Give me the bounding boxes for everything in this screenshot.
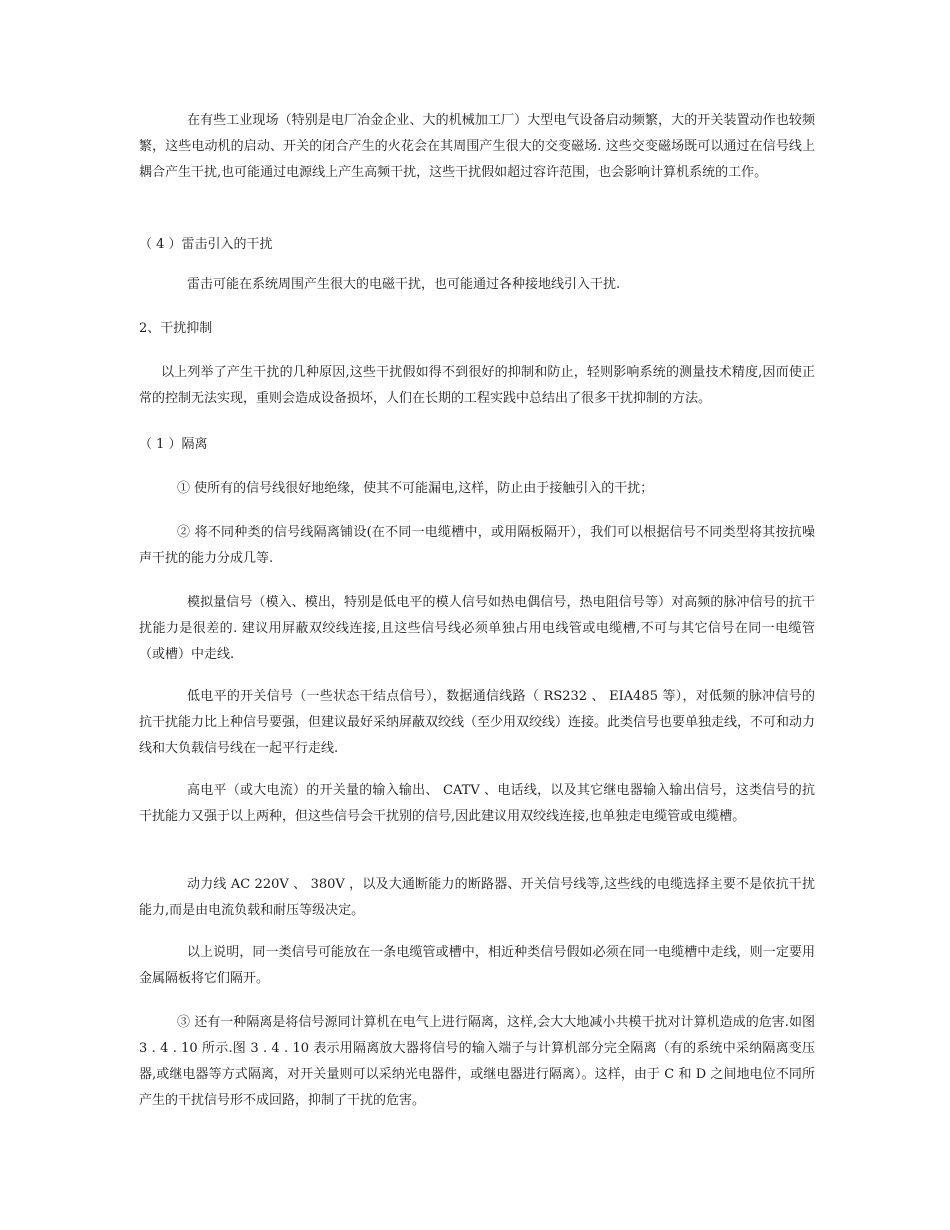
- paragraph-high-level-signals: 高电平（或大电流）的开关量的输入输出、 CATV 、电话线，以及其它继电器输入输出信号，这类信号的抗干扰能力又强于以上两种，但这些信号会干扰别的信号,因此建议用双绞线连接,也单独走电缆管或电缆槽。: [139, 783, 815, 824]
- paragraph-low-level-signals: 低电平的开关信号（一些状态干结点信号），数据通信线路（ RS232 、 EIA485 等），对低频的脉冲信号的抗干扰能力比上种信号要强，但建议最好采纳屏蔽双绞线（至少用双绞线）连接。此类信号也要单独走线，不可和动力线和大负载信号线在一起平行走线.: [139, 689, 816, 756]
- paragraph-analog-signals: 模拟量信号（模入、模出，特别是低电平的模人信号如热电偶信号，热电阻信号等）对高频的脉冲信号的抗干扰能力是很差的. 建议用屏蔽双绞线连接,且这些信号线必须单独占用电线管或电缆槽,不可与其它信号在同一电缆管（或槽）中走线.: [139, 595, 815, 662]
- paragraph-isolation-2: ② 将不同种类的信号线隔离铺设(在不同一电缆槽中，或用隔板隔开），我们可以根据信号不同类型将其按抗噪声干扰的能力分成几等.: [139, 525, 815, 566]
- paragraph-isolation-1: ① 使所有的信号线很好地绝缘，使其不可能漏电,这样，防止由于接触引入的干扰；: [177, 481, 654, 496]
- paragraph-industrial-interference: 在有些工业现场（特别是电厂冶金企业、大的机械加工厂）大型电气设备启动频繁，大的开关装置动作也较频繁，这些电动机的启动、开关的闭合产生的火花会在其周围产生很大的交变磁场. 这些交变磁场既可以通过在信号线上耦合产生干扰,也可能通过电源线上产生高频干扰，这些干扰假如超过容许范围，也会影响计算机系统的工作。: [139, 113, 815, 180]
- heading-isolation: （ 1 ）隔离: [139, 437, 208, 452]
- paragraph-same-type-signals: 以上说明，同一类信号可能放在一条电缆管或槽中，相近种类信号假如必须在同一电缆槽中走线，则一定要用金属隔板将它们隔开。: [139, 945, 815, 986]
- paragraph-isolation-3: ③ 还有一种隔离是将信号源同计算机在电气上进行隔离，这样,会大大地减小共模干扰对计算机造成的危害.如图 3 . 4 . 10 所示.图 3 . 4 . 10 表示用隔离放大器将信号的输入端子与计算机部分完全隔离（有的系统中采纳隔离变压器,或继电器等方式隔离，对开关量则可以采纳光电器件，或继电器进行隔离）。这样，由于 C 和 D 之间地电位不同所产生的干扰信号形不成回路，抑制了干扰的危害。: [139, 1015, 815, 1108]
- heading-lightning-interference: （ 4 ）雷击引入的干扰: [139, 237, 273, 252]
- paragraph-power-lines: 动力线 AC 220V 、 380V ，以及大通断能力的断路器、开关信号线等,这些线的电缆选择主要不是依抗干扰能力,而是由电流负载和耐压等级决定。: [139, 877, 815, 918]
- heading-interference-suppression: 2、干扰抑制: [139, 321, 213, 336]
- paragraph-lightning: 雷击可能在系统周围产生很大的电磁干扰，也可能通过各种接地线引入干扰.: [187, 277, 621, 292]
- paragraph-suppression-intro: 以上列举了产生干扰的几种原因,这些干扰假如得不到很好的抑制和防止，轻则影响系统的测量技术精度,因而使正常的控制无法实现，重则会造成设备损坏，人们在长期的工程实践中总结出了很多干扰抑制的方法。: [139, 365, 815, 406]
